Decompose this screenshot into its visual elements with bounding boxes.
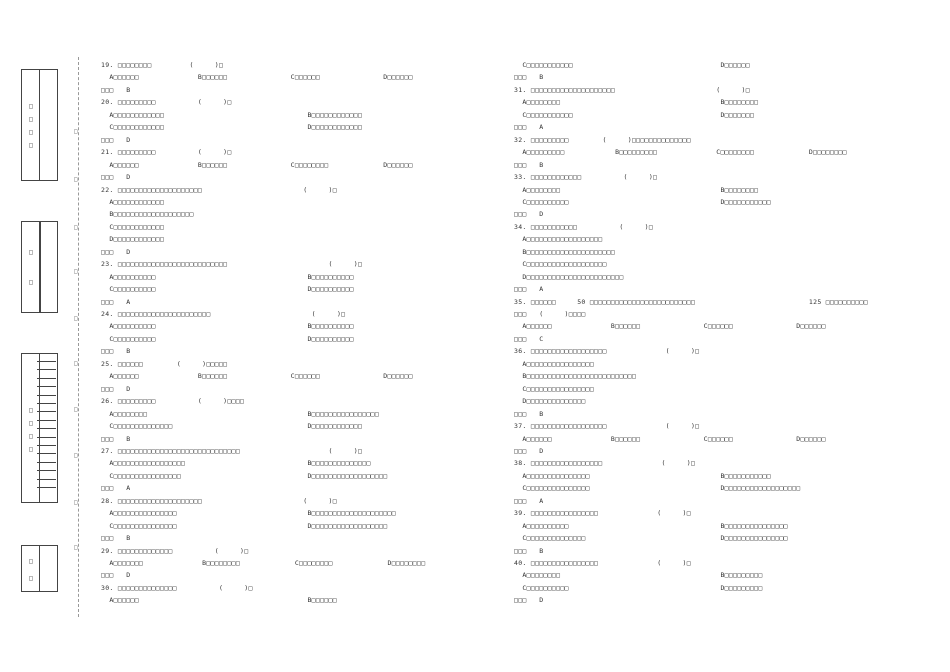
option-line: A□□□□□□□□□□ B□□□□□□□□□□ bbox=[101, 322, 354, 331]
grid-row bbox=[37, 420, 56, 421]
option-line: B□□□□□□□□□□□□□□□□□□□□□ bbox=[514, 247, 616, 256]
grid-row bbox=[37, 361, 56, 362]
answer-line: □□□ D bbox=[101, 571, 131, 580]
question-stem: 34. □□□□□□□□□□□ ( )□ bbox=[514, 222, 654, 231]
binding-mark: □ bbox=[74, 176, 78, 183]
option-line: A□□□□□□□□□□ B□□□□□□□□□□ bbox=[101, 272, 354, 281]
option-line: A□□□□□□□□□□□□ B□□□□□□□□□□□□ bbox=[101, 110, 363, 119]
question-stem: 28. □□□□□□□□□□□□□□□□□□□□ ( )□ bbox=[101, 496, 337, 505]
binding-mark: □ bbox=[74, 315, 78, 322]
answer-line: □□□ B bbox=[514, 160, 544, 169]
answer-line: □□□ A bbox=[514, 285, 544, 294]
class-box bbox=[21, 221, 58, 313]
option-line: C□□□□□□□□□□ D□□□□□□□□□□ bbox=[101, 285, 354, 294]
option-line: A□□□□□□□□□□□□ bbox=[101, 197, 165, 206]
answer-line: □□□ A bbox=[514, 123, 544, 132]
grid-row bbox=[37, 470, 56, 471]
option-line: A□□□□□□□□□□□□□□□□ bbox=[514, 359, 595, 368]
binding-mark: □ bbox=[74, 452, 78, 459]
question-stem: 35. □□□□□□ 50 □□□□□□□□□□□□□□□□□□□□□□□□□ 125 □□□□□□□□□□ bbox=[514, 297, 868, 306]
answer-line: □□□ D bbox=[514, 210, 544, 219]
question-stem: 29. □□□□□□□□□□□□□ ( )□ bbox=[101, 546, 249, 555]
question-stem: 33. □□□□□□□□□□□□ ( )□ bbox=[514, 173, 658, 182]
question-stem: 38. □□□□□□□□□□□□□□□□□ ( )□ bbox=[514, 459, 696, 468]
box-label-char: □ bbox=[29, 445, 33, 453]
question-stem: 26. □□□□□□□□□ ( )□□□□ bbox=[101, 397, 245, 406]
grid-row bbox=[37, 445, 56, 446]
question-stem: 39. □□□□□□□□□□□□□□□□ ( )□ bbox=[514, 509, 691, 518]
option-line: C□□□□□□□□□□□□□□ D□□□□□□□□□□□□ bbox=[101, 422, 363, 431]
binding-mark: □ bbox=[74, 406, 78, 413]
binding-mark: □ bbox=[74, 360, 78, 367]
option-line: A□□□□□□□□□□ B□□□□□□□□□□□□□□□ bbox=[514, 521, 788, 530]
answer-line: □□□ B bbox=[101, 434, 131, 443]
option-line: B□□□□□□□□□□□□□□□□□□□ bbox=[101, 210, 194, 219]
answer-line: □□□ A bbox=[101, 297, 131, 306]
box-label-char: □ bbox=[29, 248, 33, 256]
box-divider bbox=[39, 70, 40, 180]
box-divider bbox=[39, 222, 41, 312]
option-line: C□□□□□□□□□□□□ D□□□□□□□□□□□□ bbox=[101, 123, 363, 132]
option-line: A□□□□□□□ B□□□□□□□□ C□□□□□□□□ D□□□□□□□□ bbox=[101, 559, 426, 567]
option-line: A□□□□□□ B□□□□□□ C□□□□□□ D□□□□□□ bbox=[514, 322, 826, 331]
option-line: C□□□□□□□□□□ D□□□□□□□□□□ bbox=[101, 334, 354, 343]
box-label-char: □ bbox=[29, 115, 33, 123]
question-stem: 32. □□□□□□□□□ ( )□□□□□□□□□□□□□□ bbox=[514, 135, 691, 144]
answer-line: □□□ B bbox=[101, 347, 131, 356]
question-stem: 23. □□□□□□□□□□□□□□□□□□□□□□□□□□ ( )□ bbox=[101, 260, 363, 269]
box-label-char: □ bbox=[29, 128, 33, 136]
option-line: A□□□□□□ B□□□□□□ bbox=[101, 596, 337, 605]
answer-line: □□□ ( )□□□□ bbox=[514, 310, 586, 318]
question-stem: 40. □□□□□□□□□□□□□□□□ ( )□ bbox=[514, 559, 691, 567]
grid-row bbox=[37, 395, 56, 396]
grid-row bbox=[37, 437, 56, 438]
binding-mark: □ bbox=[74, 128, 78, 135]
question-stem: 22. □□□□□□□□□□□□□□□□□□□□ ( )□ bbox=[101, 185, 337, 194]
question-stem: 37. □□□□□□□□□□□□□□□□□□ ( )□ bbox=[514, 422, 700, 431]
question-stem: 21. □□□□□□□□□ ( )□ bbox=[101, 148, 232, 157]
question-stem: 24. □□□□□□□□□□□□□□□□□□□□□□ ( )□ bbox=[101, 310, 346, 318]
answer-line: □□□ D bbox=[101, 135, 131, 144]
grid-row bbox=[37, 386, 56, 387]
option-line: C□□□□□□□□□□ D□□□□□□□□□ bbox=[514, 583, 763, 592]
grid-row bbox=[37, 479, 56, 480]
box-label-char: □ bbox=[29, 102, 33, 110]
question-stem: 31. □□□□□□□□□□□□□□□□□□□□ ( )□ bbox=[514, 85, 750, 94]
grid-row bbox=[37, 403, 56, 404]
grid-row bbox=[37, 462, 56, 463]
option-line: A□□□□□□ B□□□□□□ C□□□□□□ D□□□□□□ bbox=[514, 434, 826, 443]
option-line: A□□□□□□□□ B□□□□□□□□ bbox=[514, 185, 759, 194]
option-line: C□□□□□□□□□□□□□□□ D□□□□□□□□□□□□□□□□□□ bbox=[101, 521, 388, 530]
answer-line: □□□ D bbox=[514, 596, 544, 605]
binding-mark: □ bbox=[74, 499, 78, 506]
grid-row bbox=[37, 428, 56, 429]
box-label-char: □ bbox=[29, 406, 33, 414]
binding-line bbox=[78, 57, 79, 617]
option-line: C□□□□□□□□□□□□ bbox=[101, 222, 165, 231]
question-stem: 19. □□□□□□□□ ( )□ bbox=[101, 61, 224, 69]
question-stem: 30. □□□□□□□□□□□□□□ ( )□ bbox=[101, 583, 253, 592]
box-label-char: □ bbox=[29, 419, 33, 427]
option-line: C□□□□□□□□□□□□□□□□ D□□□□□□□□□□□□□□□□□□ bbox=[101, 471, 388, 480]
option-line: A□□□□□□□□□□□□□□□ B□□□□□□□□□□□ bbox=[514, 471, 772, 480]
option-line: D□□□□□□□□□□□□□□□□□□□□□□□ bbox=[514, 272, 624, 281]
box-label-char: □ bbox=[29, 432, 33, 440]
option-line: D□□□□□□□□□□□□ bbox=[101, 235, 165, 244]
option-line: C□□□□□□□□□□□□□□□□□□□ bbox=[514, 260, 607, 269]
option-line: A□□□□□□□□ B□□□□□□□□□□□□□□□□ bbox=[101, 409, 380, 418]
option-line: A□□□□□□□□□□□□□□□□□□ bbox=[514, 235, 603, 244]
grid-row bbox=[37, 411, 56, 412]
answer-line: □□□ B bbox=[101, 85, 131, 94]
option-line: A□□□□□□ B□□□□□□ C□□□□□□ D□□□□□□ bbox=[101, 73, 413, 82]
answer-line: □□□ C bbox=[514, 334, 544, 343]
binding-mark: □ bbox=[74, 268, 78, 275]
answer-line: □□□ B bbox=[514, 409, 544, 418]
option-line: A□□□□□□□□ B□□□□□□□□ bbox=[514, 98, 759, 107]
option-line: C□□□□□□□□□□ D□□□□□□□□□□□ bbox=[514, 197, 772, 206]
option-line: C□□□□□□□□□□□□□□ D□□□□□□□□□□□□□□□ bbox=[514, 534, 788, 543]
grid-row bbox=[37, 378, 56, 379]
answer-line: □□□ A bbox=[101, 484, 131, 493]
box-label-char: □ bbox=[29, 141, 33, 149]
option-line: A□□□□□□ B□□□□□□ C□□□□□□□□ D□□□□□□ bbox=[101, 160, 413, 169]
answer-line: □□□ D bbox=[101, 384, 131, 393]
answer-line: □□□ D bbox=[514, 446, 544, 455]
grid-row bbox=[37, 487, 56, 488]
option-line: A□□□□□□□□□□□□□□□□□ B□□□□□□□□□□□□□□ bbox=[101, 459, 371, 468]
option-line: C□□□□□□□□□□□□□□□□ bbox=[514, 384, 595, 393]
question-stem: 25. □□□□□□ ( )□□□□□ bbox=[101, 359, 228, 368]
grid-row bbox=[37, 453, 56, 454]
seat-box bbox=[21, 545, 58, 592]
box-divider bbox=[39, 546, 40, 591]
option-line: D□□□□□□□□□□□□□□ bbox=[514, 397, 586, 406]
binding-mark: □ bbox=[74, 544, 78, 551]
option-line: C□□□□□□□□□□□ D□□□□□□□ bbox=[514, 110, 755, 119]
option-line: A□□□□□□□□□□□□□□□ B□□□□□□□□□□□□□□□□□□□□ bbox=[101, 509, 396, 518]
answer-line: □□□ D bbox=[101, 173, 131, 182]
option-line: B□□□□□□□□□□□□□□□□□□□□□□□□□□ bbox=[514, 372, 637, 381]
question-stem: 36. □□□□□□□□□□□□□□□□□□ ( )□ bbox=[514, 347, 700, 356]
option-line: C□□□□□□□□□□□□□□□ D□□□□□□□□□□□□□□□□□□ bbox=[514, 484, 801, 493]
box-label-char: □ bbox=[29, 557, 33, 565]
box-label-char: □ bbox=[29, 278, 33, 286]
question-stem: 27. □□□□□□□□□□□□□□□□□□□□□□□□□□□□□ ( )□ bbox=[101, 446, 363, 455]
answer-line: □□□ A bbox=[514, 496, 544, 505]
option-line: C□□□□□□□□□□□ D□□□□□□ bbox=[514, 61, 750, 69]
answer-line: □□□ B bbox=[514, 73, 544, 82]
binding-mark: □ bbox=[74, 224, 78, 231]
answer-line: □□□ B bbox=[514, 546, 544, 555]
option-line: A□□□□□□□□□ B□□□□□□□□□ C□□□□□□□□ D□□□□□□□□ bbox=[514, 148, 847, 157]
grid-row bbox=[37, 369, 56, 370]
option-line: A□□□□□□ B□□□□□□ C□□□□□□ D□□□□□□ bbox=[101, 372, 413, 381]
box-label-char: □ bbox=[29, 574, 33, 582]
option-line: A□□□□□□□□ B□□□□□□□□□ bbox=[514, 571, 763, 580]
answer-line: □□□ D bbox=[101, 247, 131, 256]
question-stem: 20. □□□□□□□□□ ( )□ bbox=[101, 98, 232, 107]
name-box bbox=[21, 69, 58, 181]
answer-line: □□□ B bbox=[101, 534, 131, 543]
